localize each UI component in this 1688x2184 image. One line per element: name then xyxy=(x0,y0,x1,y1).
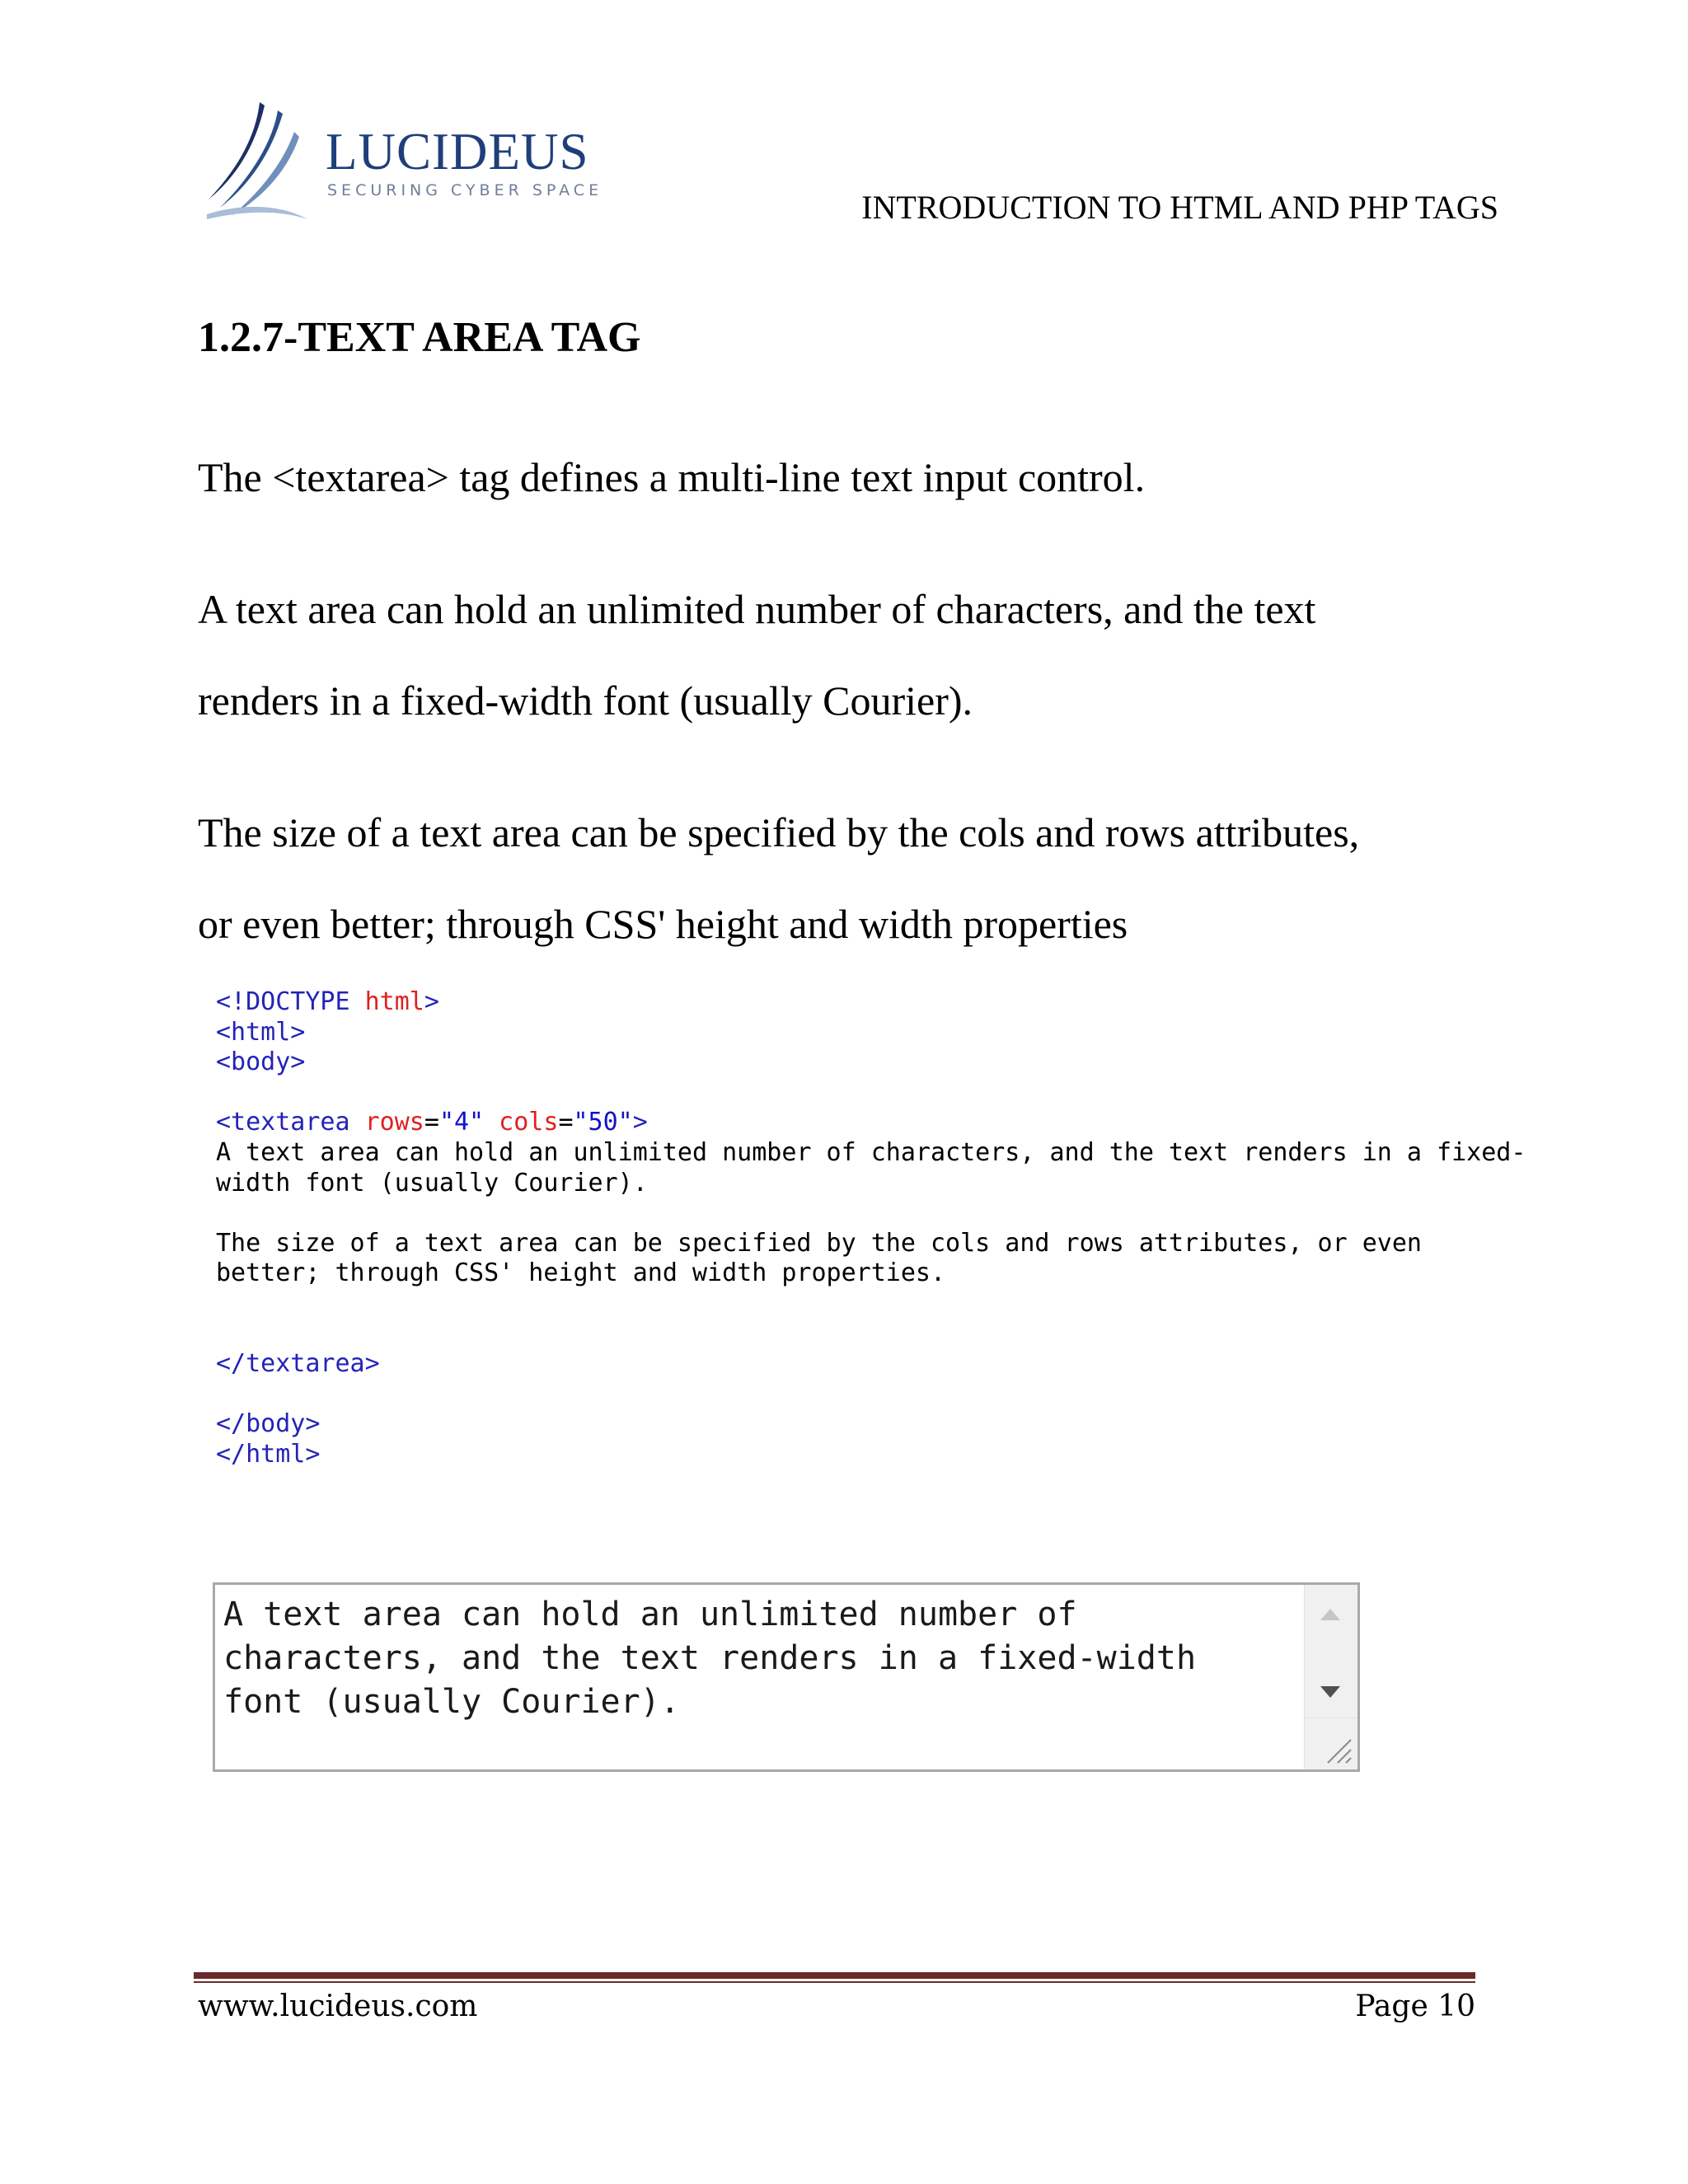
code-line xyxy=(216,1409,1502,1440)
textarea-line: font (usually Courier). xyxy=(223,1683,680,1721)
paragraph-capacity-line: renders in a fixed-width font (usually Courier). xyxy=(198,677,973,724)
code-line: <textarea rows="4" cols="50"> xyxy=(216,1108,648,1137)
paragraph-capacity-line: A text area can hold an unlimited number of characters, and the text xyxy=(198,586,1316,632)
rendered-textarea[interactable] xyxy=(213,1582,1360,1772)
code-line xyxy=(216,1319,1502,1350)
footer-website: www.lucideus.com xyxy=(198,1990,478,2023)
code-line xyxy=(216,1440,1502,1470)
code-line xyxy=(216,1380,1502,1410)
code-line xyxy=(216,1349,1502,1380)
footer-divider-thin xyxy=(194,1981,1475,1983)
resize-grip-icon[interactable] xyxy=(1305,1718,1357,1769)
code-body-close: </body> xyxy=(216,1409,321,1439)
code-rows-attr: rows xyxy=(349,1108,424,1137)
code-body-open: <body> xyxy=(216,1047,306,1077)
code-textarea-open: <textarea xyxy=(216,1108,350,1137)
textarea-text[interactable] xyxy=(223,1593,1295,1724)
code-line: <!DOCTYPE html> xyxy=(216,987,439,1016)
code-line xyxy=(216,1078,1502,1108)
code-doctype-html: html xyxy=(349,987,424,1016)
textarea-resize-handle[interactable] xyxy=(1304,1718,1357,1769)
code-text-line: A text area can hold an unlimited number of characters, and the text renders in a fixed- xyxy=(216,1137,1526,1167)
code-text-line: width font (usually Courier). xyxy=(216,1168,648,1197)
logo-name: LUCIDEUS xyxy=(326,123,589,180)
textarea-line: characters, and the text renders in a fixed-width xyxy=(223,1639,1197,1677)
code-line xyxy=(216,1047,1502,1078)
code-text-line: The size of a text area can be specified by the cols and rows attributes, or even xyxy=(216,1228,1422,1258)
logo-tagline: SECURING CYBER SPACE xyxy=(327,181,603,199)
scroll-down-arrow-icon[interactable] xyxy=(1320,1685,1341,1699)
company-logo xyxy=(202,99,603,223)
code-line xyxy=(216,1289,1502,1319)
code-html-open: <html> xyxy=(216,1017,306,1047)
section-heading: 1.2.7-TEXT AREA TAG xyxy=(198,314,641,361)
code-line xyxy=(216,1018,1502,1048)
footer-divider xyxy=(194,1972,1475,1979)
code-cols-attr: cols xyxy=(484,1108,559,1137)
code-doctype: <!DOCTYPE xyxy=(216,987,350,1016)
document-header-title: INTRODUCTION TO HTML AND PHP TAGS xyxy=(861,189,1498,226)
textarea-scrollbar[interactable] xyxy=(1304,1585,1357,1721)
scroll-up-arrow-icon[interactable] xyxy=(1320,1608,1341,1621)
code-sample xyxy=(216,987,1526,1470)
footer-page-number: Page 10 xyxy=(1355,1990,1475,2023)
code-html-close: </html> xyxy=(216,1439,321,1469)
textarea-line: A text area can hold an unlimited number of xyxy=(223,1596,1077,1633)
code-rows-value: "4" xyxy=(438,1108,485,1137)
code-cols-value: "50" xyxy=(573,1108,633,1137)
code-textarea-close: </textarea> xyxy=(216,1349,380,1379)
code-text-line: better; through CSS' height and width properties. xyxy=(216,1258,946,1288)
paragraph-size-line: The size of a text area can be specified by the cols and rows attributes, xyxy=(198,809,1360,855)
paragraph-size-line: or even better; through CSS' height and width properties xyxy=(198,901,1128,947)
logo-swoosh-icon xyxy=(202,99,317,223)
paragraph-textarea-definition: The <textarea> tag defines a multi-line text input control. xyxy=(198,454,1146,500)
code-text-line xyxy=(216,1198,1502,1229)
